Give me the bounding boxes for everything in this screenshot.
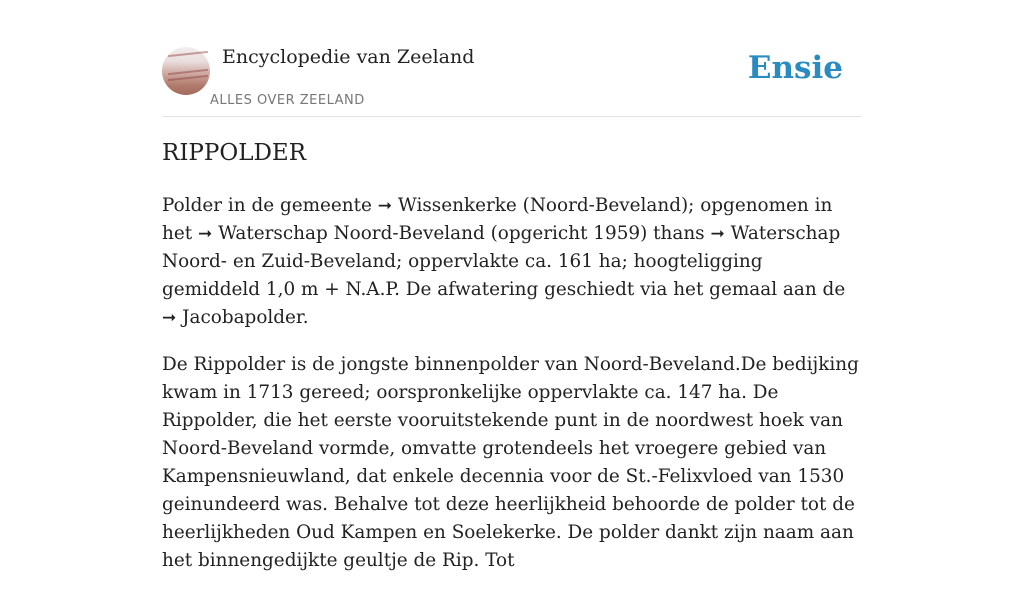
- arrow-right-icon: ➞: [162, 308, 177, 328]
- page: [162, 0, 862, 571]
- link-wissenkerke[interactable]: Wissenkerke: [397, 195, 517, 216]
- paragraph-2: De Rippolder is de jongste binnenpolder van Noord-Beveland.De bedijking kwam in 1713 gereed; oorspronkelijke oppervlakte ca. 147 ha. De Rippolder, die het eerste vooruitstekende punt in de noordwest hoek van Noord-Beveland vormde, omvatte grotendeels het vroegere gebied van Kampensnieuwland, dat enkele decennia voor de St.-Felixvloed van 1530 geinundeerd was. Behalve tot deze heerlijkheid behoorde de polder tot de heerlijkheden Oud Kampen en Soelekerke. De polder dankt zijn naam aan het binnengedijkte geultje de Rip. Tot: [162, 354, 859, 571]
- site-avatar[interactable]: [162, 47, 210, 95]
- paragraph-1: [162, 192, 862, 332]
- site-title[interactable]: Encyclopedie van Zeeland: [222, 46, 475, 68]
- arrow-right-icon: ➞: [197, 224, 213, 244]
- site-subtitle: ALLES OVER ZEELAND: [210, 93, 365, 108]
- text-segment: (opgericht 1959) thans: [484, 223, 711, 244]
- link-jacobapolder[interactable]: Jacobapolder: [182, 307, 303, 328]
- link-waterschap-noord-beveland[interactable]: Waterschap Noord-Beveland: [218, 223, 485, 244]
- link-waterschap-noord-en-zuid-beveland[interactable]: Waterschap Noord- en Zuid-Beveland: [162, 223, 841, 272]
- text-segment: ; oppervlakte ca. 161 ha; hoogteligging gemiddeld 1,0 m + N.A.P. De afwatering geschiedt via het gemaal aan de: [162, 251, 846, 300]
- text-segment: (Noord-Beveland); opgenomen in het: [162, 195, 833, 244]
- entry-content: [162, 192, 862, 594]
- arrow-right-icon: ➞: [710, 224, 725, 244]
- entry-title: RIPPOLDER: [162, 140, 307, 166]
- text-segment: Polder in de gemeente: [162, 195, 378, 216]
- arrow-right-icon: ➞: [377, 196, 393, 216]
- text-segment: .: [302, 307, 309, 328]
- ensie-logo-link[interactable]: Ensie: [747, 50, 843, 86]
- site-header: [162, 0, 862, 117]
